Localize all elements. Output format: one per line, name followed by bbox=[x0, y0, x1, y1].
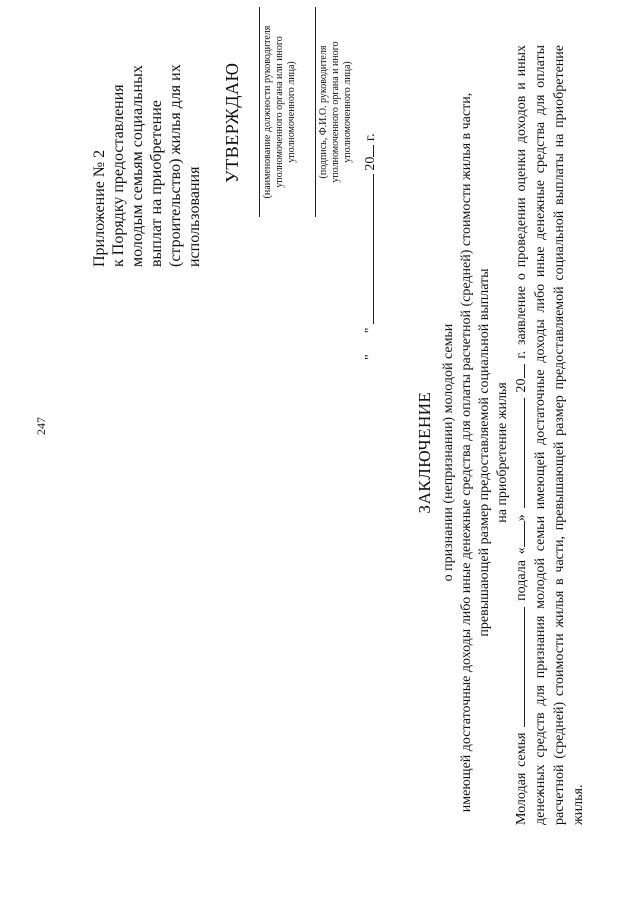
annex-line: (строительство) жилья для их bbox=[167, 64, 184, 267]
family-name-blank bbox=[512, 607, 525, 727]
day-blank bbox=[512, 521, 525, 547]
page-number: 247 bbox=[34, 417, 48, 435]
body-quote-close: » bbox=[514, 514, 529, 522]
approval-date bbox=[362, 133, 379, 360]
annex-block bbox=[90, 7, 204, 267]
conclusion-subtitle-2: имеющей достаточные доходы либо иные денежные средства для оплаты расчетной (средней) стоимости жилья в части, bbox=[459, 92, 474, 813]
date-quote-close: " bbox=[363, 327, 378, 334]
conclusion-subtitle-3: превышающей размер предоставляемой социальной выплаты bbox=[477, 268, 492, 637]
annex-line: молодым семьям социальных bbox=[129, 65, 146, 267]
position-caption: (наименование должности руководителя уполномоченного органа или иного уполномоченного лица) bbox=[262, 25, 297, 199]
date-quote-open: " bbox=[363, 354, 378, 360]
month-blank bbox=[512, 398, 525, 508]
signature-caption: (подпись, Ф.И.О. руководителя уполномоченного органа и иного уполномоченного лица) bbox=[318, 41, 353, 183]
body-family-label: Молодая семья bbox=[514, 732, 529, 825]
date-year-suffix: г. bbox=[363, 133, 378, 142]
body-paragraph bbox=[512, 45, 588, 825]
conclusion-title: ЗАКЛЮЧЕНИЕ bbox=[415, 391, 434, 514]
annex-line: использования bbox=[186, 166, 203, 267]
year-blank bbox=[512, 364, 525, 378]
conclusion-subtitle-1: о признании (непризнании) молодой семьи bbox=[441, 323, 456, 582]
annex-line: выплат на приобретение bbox=[148, 100, 165, 267]
approval-heading: УТВЕРЖДАЮ bbox=[222, 62, 242, 183]
signature-line bbox=[315, 7, 316, 217]
body-year: 20 bbox=[514, 378, 529, 393]
position-line bbox=[259, 7, 260, 217]
annex-line: к Порядку предоставления bbox=[110, 84, 127, 267]
conclusion-subtitle-4: на приобретение жилья bbox=[495, 382, 510, 523]
annex-title: Приложение № 2 bbox=[91, 149, 108, 267]
date-year-prefix: 20 bbox=[363, 156, 378, 171]
body-submitted: подала « bbox=[514, 547, 529, 601]
body-rest: г. заявление о проведении оценки доходов и иных денежных средств для признания молодой семьи имеющей достаточные доходы либо иные денежные средства для оплаты расчетной (средней) стоимости жилья в части, превышающей размер предоставляемой социальной выплаты на приобретение жилья. bbox=[514, 44, 586, 825]
